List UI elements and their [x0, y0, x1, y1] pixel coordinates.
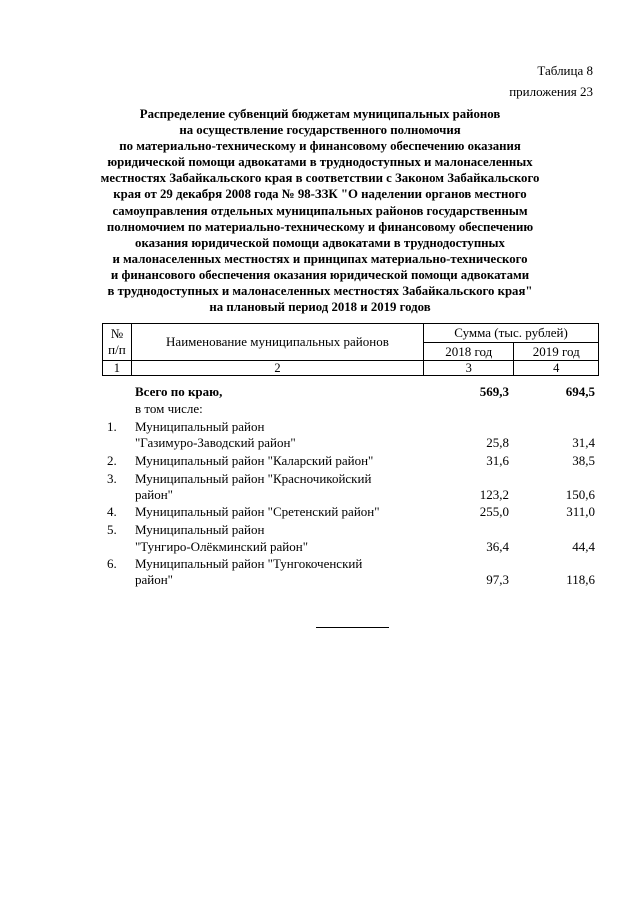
row-name: Муниципальный район "Сретенский район" — [135, 504, 380, 519]
title-line: по материально-техническому и финансовому обеспечению оказания — [119, 139, 521, 154]
row-name-cont: район" — [135, 572, 173, 587]
total-2019: 694,5 — [565, 384, 595, 399]
header-2018: 2018 год — [424, 343, 514, 361]
row-number: 4. — [107, 504, 117, 519]
row-number: 5. — [107, 522, 117, 537]
row-2018: 25,8 — [486, 435, 509, 450]
header-sum: Сумма (тыс. рублей) — [424, 324, 599, 343]
row-name: Муниципальный район "Каларский район" — [135, 453, 374, 468]
title-line: Распределение субвенций бюджетам муниципальных районов — [139, 107, 501, 121]
row-number: 6. — [107, 556, 117, 571]
row-name-cont: "Газимуро-Заводский район" — [135, 435, 296, 450]
including-label: в том числе: — [135, 401, 203, 416]
appendix-reference: приложения 23 — [509, 84, 593, 99]
row-2018: 123,2 — [479, 487, 509, 502]
row-2018: 97,3 — [486, 572, 509, 587]
title-line: в труднодоступных и малонаселенных местностях Забайкальского края" — [107, 284, 533, 299]
header-2019: 2019 год — [514, 343, 599, 361]
title-line: оказания юридической помощи адвокатами в труднодоступных — [135, 235, 505, 250]
row-2018: 255,0 — [479, 504, 509, 519]
col-number-2: 2 — [131, 361, 423, 376]
title-line: на плановый период 2018 и 2019 годов — [209, 300, 431, 315]
col-number-4: 4 — [514, 361, 599, 376]
title-line: юридической помощи адвокатами в труднодоступных и малонаселенных — [107, 155, 533, 170]
table-header — [102, 323, 599, 376]
row-name: Муниципальный район — [135, 522, 265, 537]
row-2019: 150,6 — [565, 487, 595, 502]
col-number-3: 3 — [424, 361, 514, 376]
title-line: самоуправления отдельных муниципальных районов государственным — [112, 203, 528, 218]
header-name: Наименование муниципальных районов — [131, 324, 423, 361]
document-title — [100, 106, 540, 315]
title-line: местностях Забайкальского края в соответствии с Законом Забайкальского — [100, 171, 540, 186]
row-2018: 31,6 — [486, 453, 509, 468]
row-2019: 31,4 — [572, 435, 595, 450]
title-line: и малонаселенных местностях и принципах материально-технического — [112, 251, 528, 266]
row-2019: 311,0 — [566, 504, 595, 519]
row-name-cont: "Тунгиро-Олёкминский район" — [135, 539, 309, 554]
row-2018: 36,4 — [486, 539, 509, 554]
title-line: и финансового обеспечения оказания юридической помощи адвокатами — [110, 267, 530, 282]
end-divider — [316, 627, 389, 628]
row-name: Муниципальный район "Красночикойский — [135, 471, 372, 486]
row-number: 1. — [107, 419, 117, 434]
col-number-1: 1 — [103, 361, 132, 376]
title-line: на осуществление государственного полномочия — [179, 123, 461, 138]
title-line: края от 29 декабря 2008 года № 98-ЗЗК "О наделении органов местного — [113, 187, 527, 202]
row-name-cont: район" — [135, 487, 173, 502]
row-number: 2. — [107, 453, 117, 468]
row-2019: 118,6 — [566, 572, 595, 587]
row-number: 3. — [107, 471, 117, 486]
row-name: Муниципальный район — [135, 419, 265, 434]
row-2019: 38,5 — [572, 453, 595, 468]
row-name: Муниципальный район "Тунгокоченский — [135, 556, 363, 571]
row-2019: 44,4 — [572, 539, 595, 554]
total-2018: 569,3 — [479, 384, 509, 399]
header-num: № п/п — [103, 324, 132, 361]
title-line: полномочием по материально-техническому и финансовому обеспечению — [106, 219, 534, 234]
table-number: Таблица 8 — [537, 63, 593, 78]
total-label: Всего по краю, — [135, 384, 223, 399]
